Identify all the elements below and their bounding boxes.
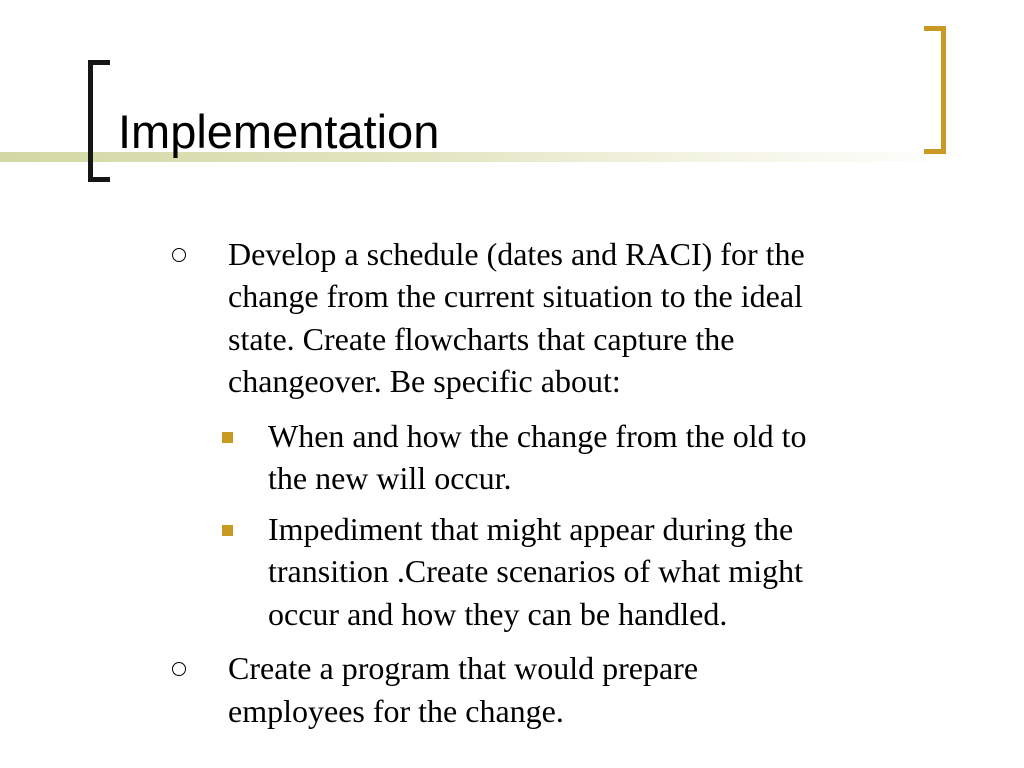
sub-bullet-line: the new will occur. — [268, 460, 512, 496]
sub-bullet-line: transition .Create scenarios of what might — [268, 553, 803, 589]
sub-bullet-line: occur and how they can be handled. — [268, 596, 728, 632]
square-bullet-icon — [222, 525, 233, 536]
ring-bullet-icon — [172, 662, 186, 676]
right-bracket-decoration — [924, 26, 946, 154]
bullet-line: employees for the change. — [228, 693, 564, 729]
bullet-line: Develop a schedule (dates and RACI) for the — [228, 236, 805, 272]
sub-bullet-line: When and how the change from the old to — [268, 418, 807, 454]
ring-bullet-icon — [172, 248, 186, 262]
bullet-line: changeover. Be specific about: — [228, 363, 621, 399]
square-bullet-icon — [222, 432, 233, 443]
bullet-line: change from the current situation to the ideal — [228, 278, 803, 314]
left-bracket-decoration — [88, 60, 110, 182]
bullet-line: Create a program that would prepare — [228, 650, 699, 686]
slide-title: Implementation — [118, 105, 440, 158]
sub-bullet-line: Impediment that might appear during the — [268, 511, 794, 547]
bullet-line: state. Create flowcharts that capture the — [228, 321, 735, 357]
